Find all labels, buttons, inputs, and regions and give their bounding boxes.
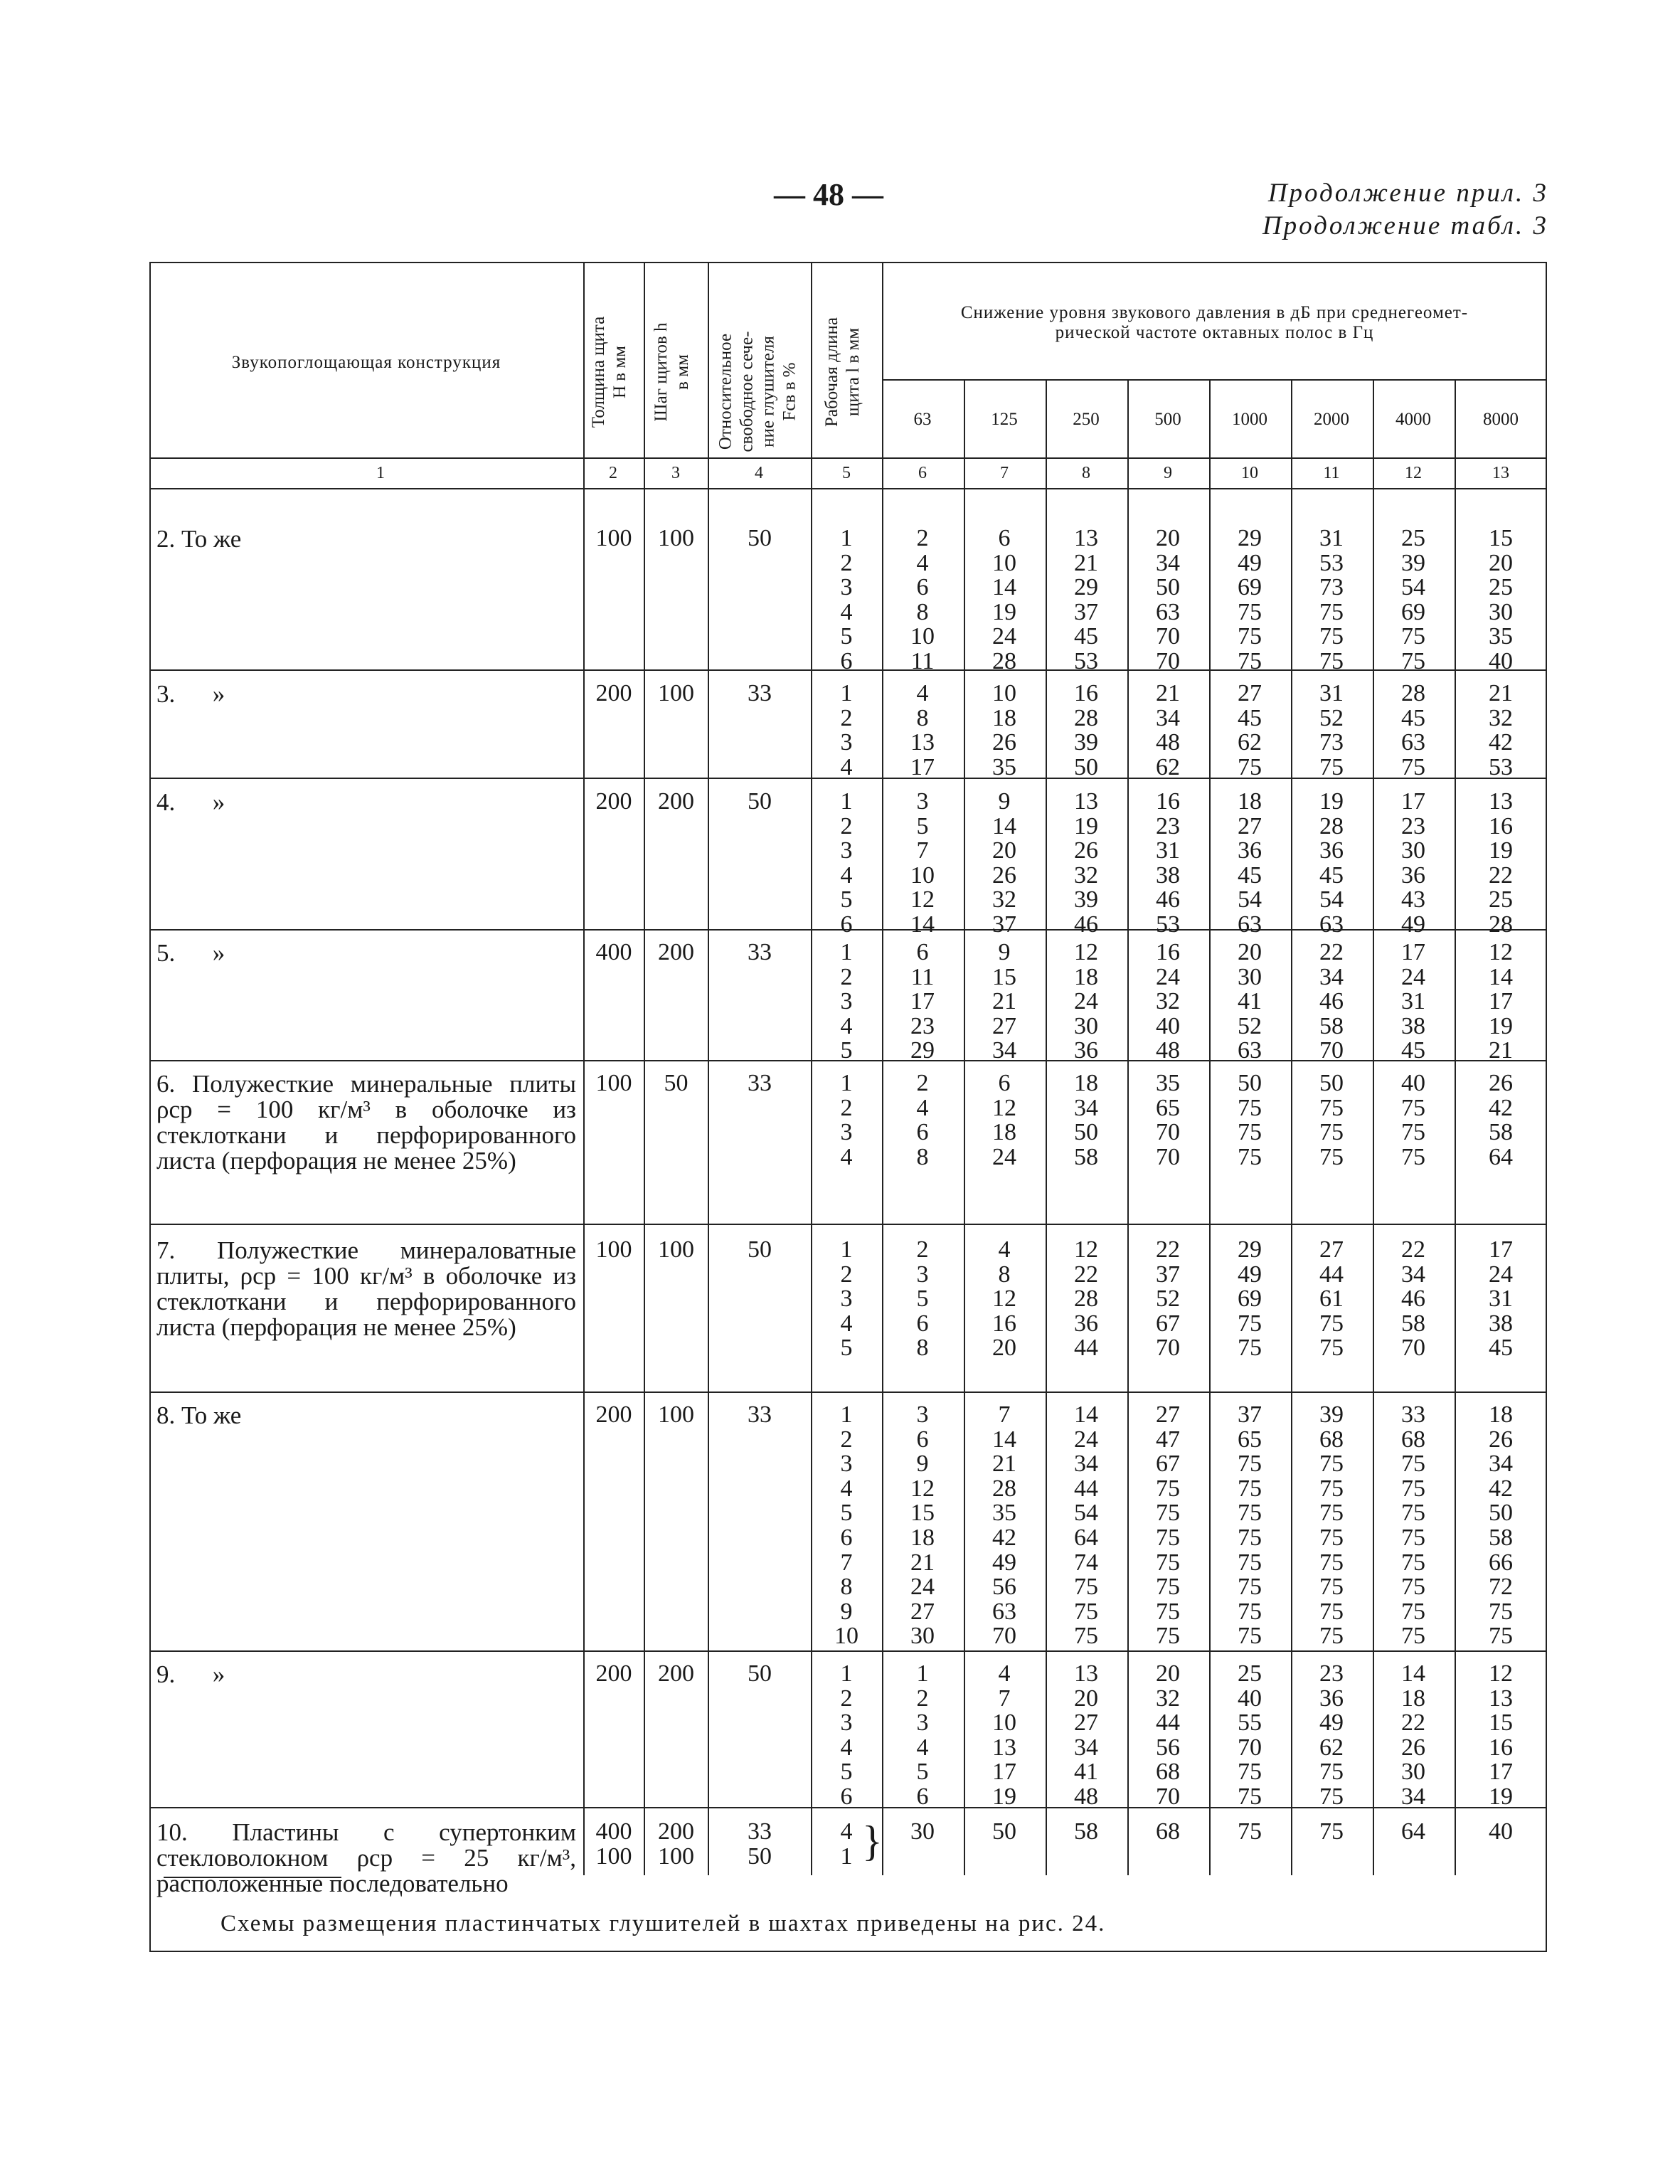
column-number-6: 6 [918,464,927,482]
reduction-value-500: 16 23 31 38 46 53 [1156,788,1180,938]
reduction-value-2000: 31 53 73 75 75 75 [1319,525,1344,674]
length-value: 1 2 3 4 5 [840,1236,853,1362]
step-value: 100 [658,1401,694,1428]
frequency-header-500: 500 [1154,410,1181,429]
reduction-value-63: 6 11 17 23 29 [910,939,935,1064]
reduction-value-1000: 29 49 69 75 75 [1238,1236,1262,1362]
reduction-value-8000: 21 32 42 53 [1489,680,1513,780]
free-section-value: 33 [748,1070,772,1096]
reduction-value-4000: 33 68 75 75 75 75 75 75 75 75 [1401,1401,1425,1650]
step-value: 200 [658,788,694,815]
frequency-header-4000: 4000 [1395,410,1431,429]
reduction-value-63: 3 5 7 10 12 14 [910,788,935,938]
header-reduction: Снижение уровня звукового давления в дБ при среднегеомет- рической частоте октавных полос в Гц [960,303,1469,342]
frequency-header-1000: 1000 [1232,410,1267,429]
reduction-value-500: 16 24 32 40 48 [1156,939,1180,1064]
column-number-7: 7 [1000,464,1009,482]
length-value: 1 2 3 4 5 6 7 8 9 10 [834,1401,858,1650]
reduction-value-1000: 75 [1238,1818,1262,1845]
col-number-line [149,488,1547,489]
length-value: 1 2 3 4 5 6 [840,1660,853,1810]
column-number-11: 11 [1323,464,1340,482]
col-divider-2 [644,262,645,1875]
reduction-value-2000: 75 [1319,1818,1344,1845]
reduction-value-8000: 18 26 34 42 50 58 66 72 75 75 [1489,1401,1513,1650]
col-divider-3 [708,262,709,1875]
row-10-underline [164,1877,341,1878]
reduction-value-8000: 12 14 17 19 21 [1489,939,1513,1064]
length-value: 1 2 3 4 [840,1070,853,1170]
reduction-value-2000: 39 68 75 75 75 75 75 75 75 75 [1319,1401,1344,1650]
row-10-brace: } [862,1818,883,1865]
step-value: 100 [658,1236,694,1263]
row-description: 9. » [156,1660,225,1688]
frequency-header-8000: 8000 [1483,410,1519,429]
reduction-value-250: 12 18 24 30 36 [1074,939,1098,1064]
reduction-value-1000: 29 49 69 75 75 75 [1238,525,1262,674]
header-thickness-text: Толщина щита H в мм [589,316,629,428]
step-value: 200 100 [658,1818,694,1870]
step-value: 50 [664,1070,689,1096]
row-description: 3. » [156,680,225,708]
reduction-value-8000: 40 [1489,1818,1513,1845]
reduction-value-63: 4 8 13 17 [910,680,935,780]
step-value: 100 [658,680,694,706]
reduction-value-2000: 23 36 49 62 75 75 [1319,1660,1344,1810]
thickness-value: 100 [595,525,632,551]
length-value: 1 2 3 4 5 6 [840,788,853,938]
noise-reduction-table [149,262,1547,1952]
length-value: 1 2 3 4 5 6 [840,525,853,674]
page-number: — 48 — [774,177,883,212]
reduction-value-500: 35 65 70 70 [1156,1070,1180,1170]
header-step [651,287,701,457]
reduction-value-125: 4 8 12 16 20 [992,1236,1016,1362]
continuation-appendix: Продолжение прил. 3 [1267,179,1548,208]
reduction-value-125: 6 12 18 24 [992,1070,1016,1170]
table-right-border [1546,262,1547,1952]
free-section-value: 33 [748,680,772,706]
reduction-value-4000: 64 [1401,1818,1425,1845]
thickness-value: 200 [595,788,632,815]
row-description: 8. То же [156,1401,242,1429]
thickness-value: 100 [595,1236,632,1263]
reduction-header-divider [882,379,1547,381]
column-number-12: 12 [1405,464,1422,482]
free-section-value: 50 [748,525,772,551]
reduction-value-63: 3 6 9 12 15 18 21 24 27 30 [910,1401,935,1650]
length-value: 1 2 3 4 5 [840,939,853,1064]
reduction-value-2000: 31 52 73 75 [1319,680,1344,780]
reduction-value-2000: 50 75 75 75 [1319,1070,1344,1170]
reduction-value-4000: 17 23 30 36 43 49 [1401,788,1425,938]
free-section-value: 50 [748,1660,772,1687]
row-description: 2. То же [156,525,242,553]
column-number-2: 2 [609,464,617,482]
reduction-value-63: 2 4 6 8 10 11 [910,525,935,674]
reduction-value-8000: 26 42 58 64 [1489,1070,1513,1170]
row-description: 4. » [156,788,225,816]
row-description: 7. Полужесткие минераловатные плиты, ρср = 100 кг/м³ в оболочке из стеклоткани и перфорированного листа (перфорация не менее 25%) [156,1236,576,1341]
reduction-value-500: 20 32 44 56 68 70 [1156,1660,1180,1810]
frequency-header-63: 63 [913,410,932,429]
column-number-5: 5 [842,464,851,482]
reduction-value-500: 21 34 48 62 [1156,680,1180,780]
reduction-value-4000: 25 39 54 69 75 75 [1401,525,1425,674]
free-section-value: 33 [748,939,772,965]
header-bottom-line [149,457,1547,459]
reduction-value-500: 27 47 67 75 75 75 75 75 75 75 [1156,1401,1180,1650]
column-number-9: 9 [1164,464,1172,482]
step-value: 200 [658,939,694,965]
reduction-value-63: 30 [910,1818,935,1845]
reduction-value-4000: 14 18 22 26 30 34 [1401,1660,1425,1810]
reduction-value-250: 13 20 27 34 41 48 [1074,1660,1098,1810]
reduction-value-125: 4 7 10 13 17 19 [992,1660,1016,1810]
column-number-4: 4 [755,464,763,482]
row-description: 6. Полужесткие минеральные плиты ρср = 100 кг/м³ в оболочке из стеклоткани и перфорированного листа (перфорация не менее 25%) [156,1070,576,1175]
table-left-border [149,262,151,1952]
column-number-13: 13 [1492,464,1509,482]
free-section-value: 33 [748,1401,772,1428]
step-value: 100 [658,525,694,551]
reduction-value-250: 18 34 50 58 [1074,1070,1098,1170]
reduction-value-125: 7 14 21 28 35 42 49 56 63 70 [992,1401,1016,1650]
reduction-value-8000: 12 13 15 16 17 19 [1489,1660,1513,1810]
frequency-header-250: 250 [1073,410,1100,429]
reduction-value-500: 68 [1156,1818,1180,1845]
header-construction: Звукопоглощающая конструкция [231,353,501,372]
continuation-table: Продолжение табл. 3 [1262,211,1548,240]
thickness-value: 400 [595,939,632,965]
reduction-value-1000: 18 27 36 45 54 63 [1238,788,1262,938]
reduction-value-1000: 50 75 75 75 [1238,1070,1262,1170]
thickness-value: 200 [595,1401,632,1428]
reduction-value-250: 13 19 26 32 39 46 [1074,788,1098,938]
row-separator [149,1391,1547,1393]
reduction-value-125: 9 15 21 27 34 [992,939,1016,1064]
thickness-value: 100 [595,1070,632,1096]
reduction-value-4000: 17 24 31 38 45 [1401,939,1425,1064]
column-number-1: 1 [376,464,385,482]
step-value: 200 [658,1660,694,1687]
row-separator [149,1224,1547,1225]
row-description: 5. » [156,939,225,967]
table-top-border [149,262,1547,263]
reduction-value-2000: 27 44 61 75 75 [1319,1236,1344,1362]
frequency-header-125: 125 [991,410,1018,429]
reduction-value-500: 20 34 50 63 70 70 [1156,525,1180,674]
reduction-value-8000: 13 16 19 22 25 28 [1489,788,1513,938]
reduction-value-125: 9 14 20 26 32 37 [992,788,1016,938]
thickness-value: 200 [595,1660,632,1687]
header-free-section-text: Относительное свободное сече- ние глушителя Fсв в % [716,331,799,452]
thickness-value: 200 [595,680,632,706]
reduction-value-250: 14 24 34 44 54 64 74 75 75 75 [1074,1401,1098,1650]
reduction-value-125: 6 10 14 19 24 28 [992,525,1016,674]
reduction-value-125: 50 [992,1818,1016,1845]
reduction-value-63: 1 2 3 4 5 6 [916,1660,929,1810]
reduction-value-63: 2 4 6 8 [916,1070,929,1170]
reduction-value-1000: 37 65 75 75 75 75 75 75 75 75 [1238,1401,1262,1650]
free-section-value: 33 50 [748,1818,772,1870]
reduction-value-250: 58 [1074,1818,1098,1845]
table-footnote: Схемы размещения пластинчатых глушителей в шахтах приведены на рис. 24. [220,1911,1106,1936]
reduction-value-8000: 15 20 25 30 35 40 [1489,525,1513,674]
header-length-text: Рабочая длина щита l в мм [822,317,863,428]
reduction-value-1000: 27 45 62 75 [1238,680,1262,780]
reduction-value-250: 12 22 28 36 44 [1074,1236,1098,1362]
reduction-value-1000: 20 30 41 52 63 [1238,939,1262,1064]
reduction-value-250: 16 28 39 50 [1074,680,1098,780]
length-value: 1 2 3 4 [840,680,853,780]
reduction-value-250: 13 21 29 37 45 53 [1074,525,1098,674]
free-section-value: 50 [748,1236,772,1263]
reduction-value-2000: 19 28 36 45 54 63 [1319,788,1344,938]
column-number-8: 8 [1082,464,1090,482]
frequency-header-2000: 2000 [1314,410,1349,429]
header-step-text: Шаг щитов h в мм [652,322,692,422]
reduction-value-2000: 22 34 46 58 70 [1319,939,1344,1064]
table-bottom-border [149,1951,1547,1952]
column-number-10: 10 [1241,464,1258,482]
row-description: 10. Пластины с супертонким стекловолокном ρср = 25 кг/м³, расположенные последовательно [156,1818,576,1897]
header-free-section [716,307,804,477]
length-value: 4 1 [840,1818,853,1870]
header-length [822,287,871,457]
reduction-value-4000: 40 75 75 75 [1401,1070,1425,1170]
reduction-value-500: 22 37 52 67 70 [1156,1236,1180,1362]
reduction-value-63: 2 3 5 6 8 [916,1236,929,1362]
column-number-3: 3 [671,464,680,482]
reduction-value-1000: 25 40 55 70 75 75 [1238,1660,1262,1810]
free-section-value: 50 [748,788,772,815]
row-separator [149,1650,1547,1652]
reduction-value-4000: 28 45 63 75 [1401,680,1425,780]
header-thickness [588,287,638,457]
col-divider-1 [583,262,585,1875]
reduction-value-8000: 17 24 31 38 45 [1489,1236,1513,1362]
thickness-value: 400 100 [595,1818,632,1870]
reduction-value-125: 10 18 26 35 [992,680,1016,780]
reduction-value-4000: 22 34 46 58 70 [1401,1236,1425,1362]
